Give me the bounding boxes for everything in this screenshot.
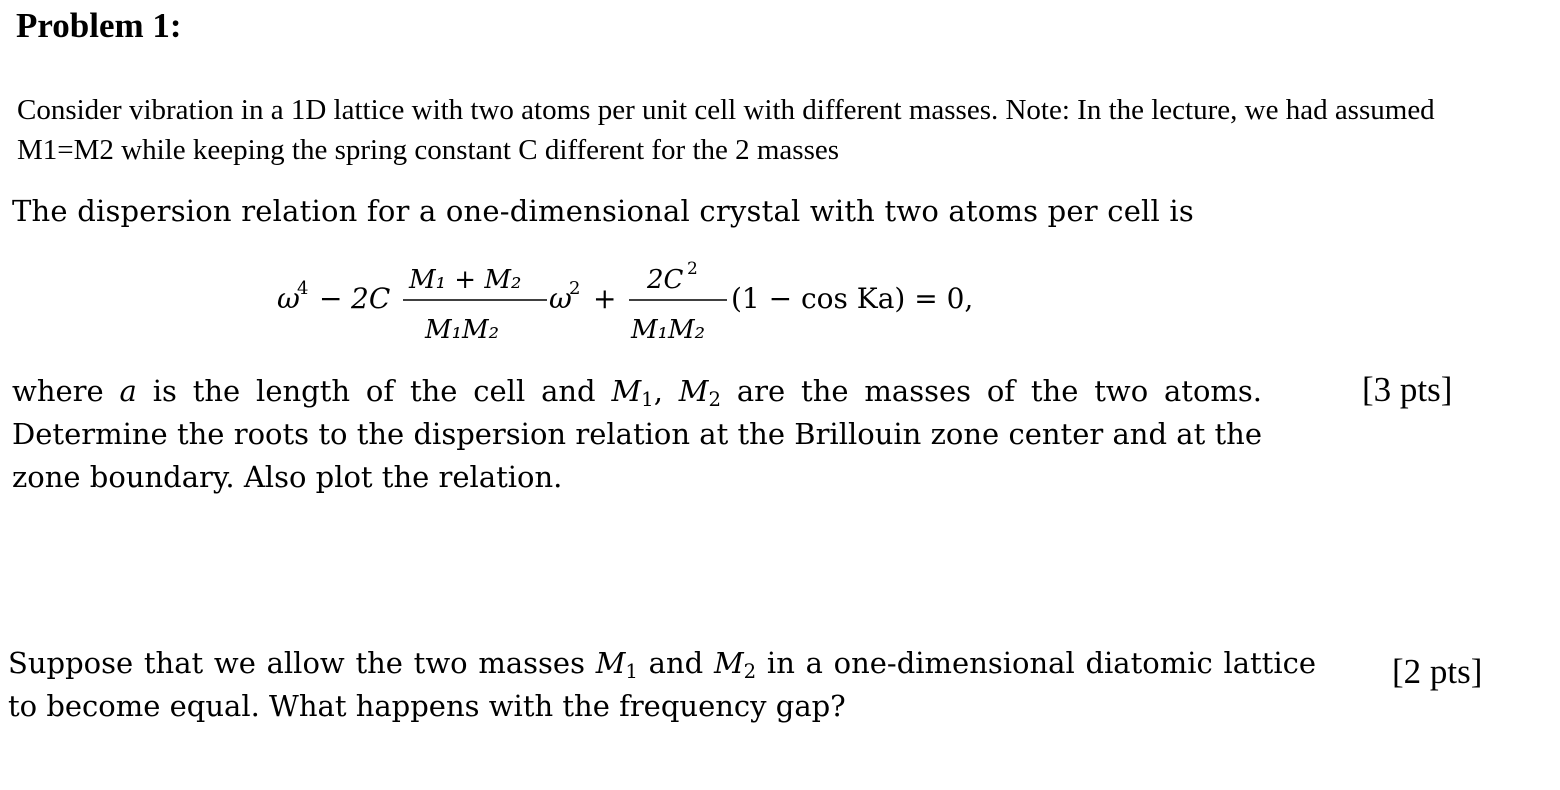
problem-title: Problem 1:	[16, 6, 182, 45]
var-a: a	[119, 374, 137, 408]
eq-tail: (1 − cos Ka) = 0,	[731, 282, 974, 315]
part2-var-m2-sub: 2	[743, 659, 757, 683]
part1-text	[12, 370, 1262, 499]
part2-text	[8, 642, 1316, 728]
var-m1-sub: 1	[641, 387, 654, 411]
var-m1: M	[611, 374, 642, 408]
part2-var-m2: M	[713, 646, 744, 680]
part1-comma: ,	[653, 374, 679, 408]
part1-t2: is the length of the cell and	[136, 374, 612, 408]
part2-var-m1: M	[595, 646, 626, 680]
var-m2-sub: 2	[708, 387, 722, 411]
part2-t2: and	[637, 646, 714, 680]
eq-exp4: 4	[297, 278, 309, 299]
eq-den2: M₁M₂	[631, 315, 706, 345]
problem-intro: Consider vibration in a 1D lattice with two atoms per unit cell with different masses. Note: In the lecture, we had assumed M1=M2 while keeping the spring constant C different for the 2 masses	[17, 94, 1435, 166]
part2-var-m1-sub: 1	[625, 659, 638, 683]
part2-t1: Suppose that we allow the two masses	[8, 646, 596, 680]
part2-points: [2 pts]	[1392, 652, 1483, 691]
eq-num2: 2C	[647, 265, 684, 295]
eq-num1: M₁ + M₂	[409, 265, 522, 295]
eq-omega: ω	[277, 282, 300, 315]
eq-exp2: 2	[569, 278, 581, 299]
dispersion-lead-text: The dispersion relation for a one-dimensional crystal with two atoms per cell is	[12, 194, 1194, 228]
eq-plus: +	[593, 282, 617, 315]
part2-t3: in a one-dimensional diatomic lattice to become equal. What happens with the frequency gap?	[8, 646, 1317, 723]
var-m2: M	[678, 374, 709, 408]
eq-omega2: ω	[549, 282, 572, 315]
eq-den1: M₁M₂	[425, 315, 500, 345]
part1-points: [3 pts]	[1362, 370, 1453, 409]
part1-t1: where	[12, 374, 120, 408]
part1-t3: are the masses of the two atoms. Determine the roots to the dispersion relation at the Brillouin zone center and at the zone boundary. Also plot the relation.	[12, 374, 1263, 494]
eq-two-c: 2C	[351, 282, 391, 315]
eq-num2-exp: 2	[687, 259, 698, 279]
dispersion-equation	[275, 258, 1035, 358]
eq-minus: −	[319, 282, 343, 315]
